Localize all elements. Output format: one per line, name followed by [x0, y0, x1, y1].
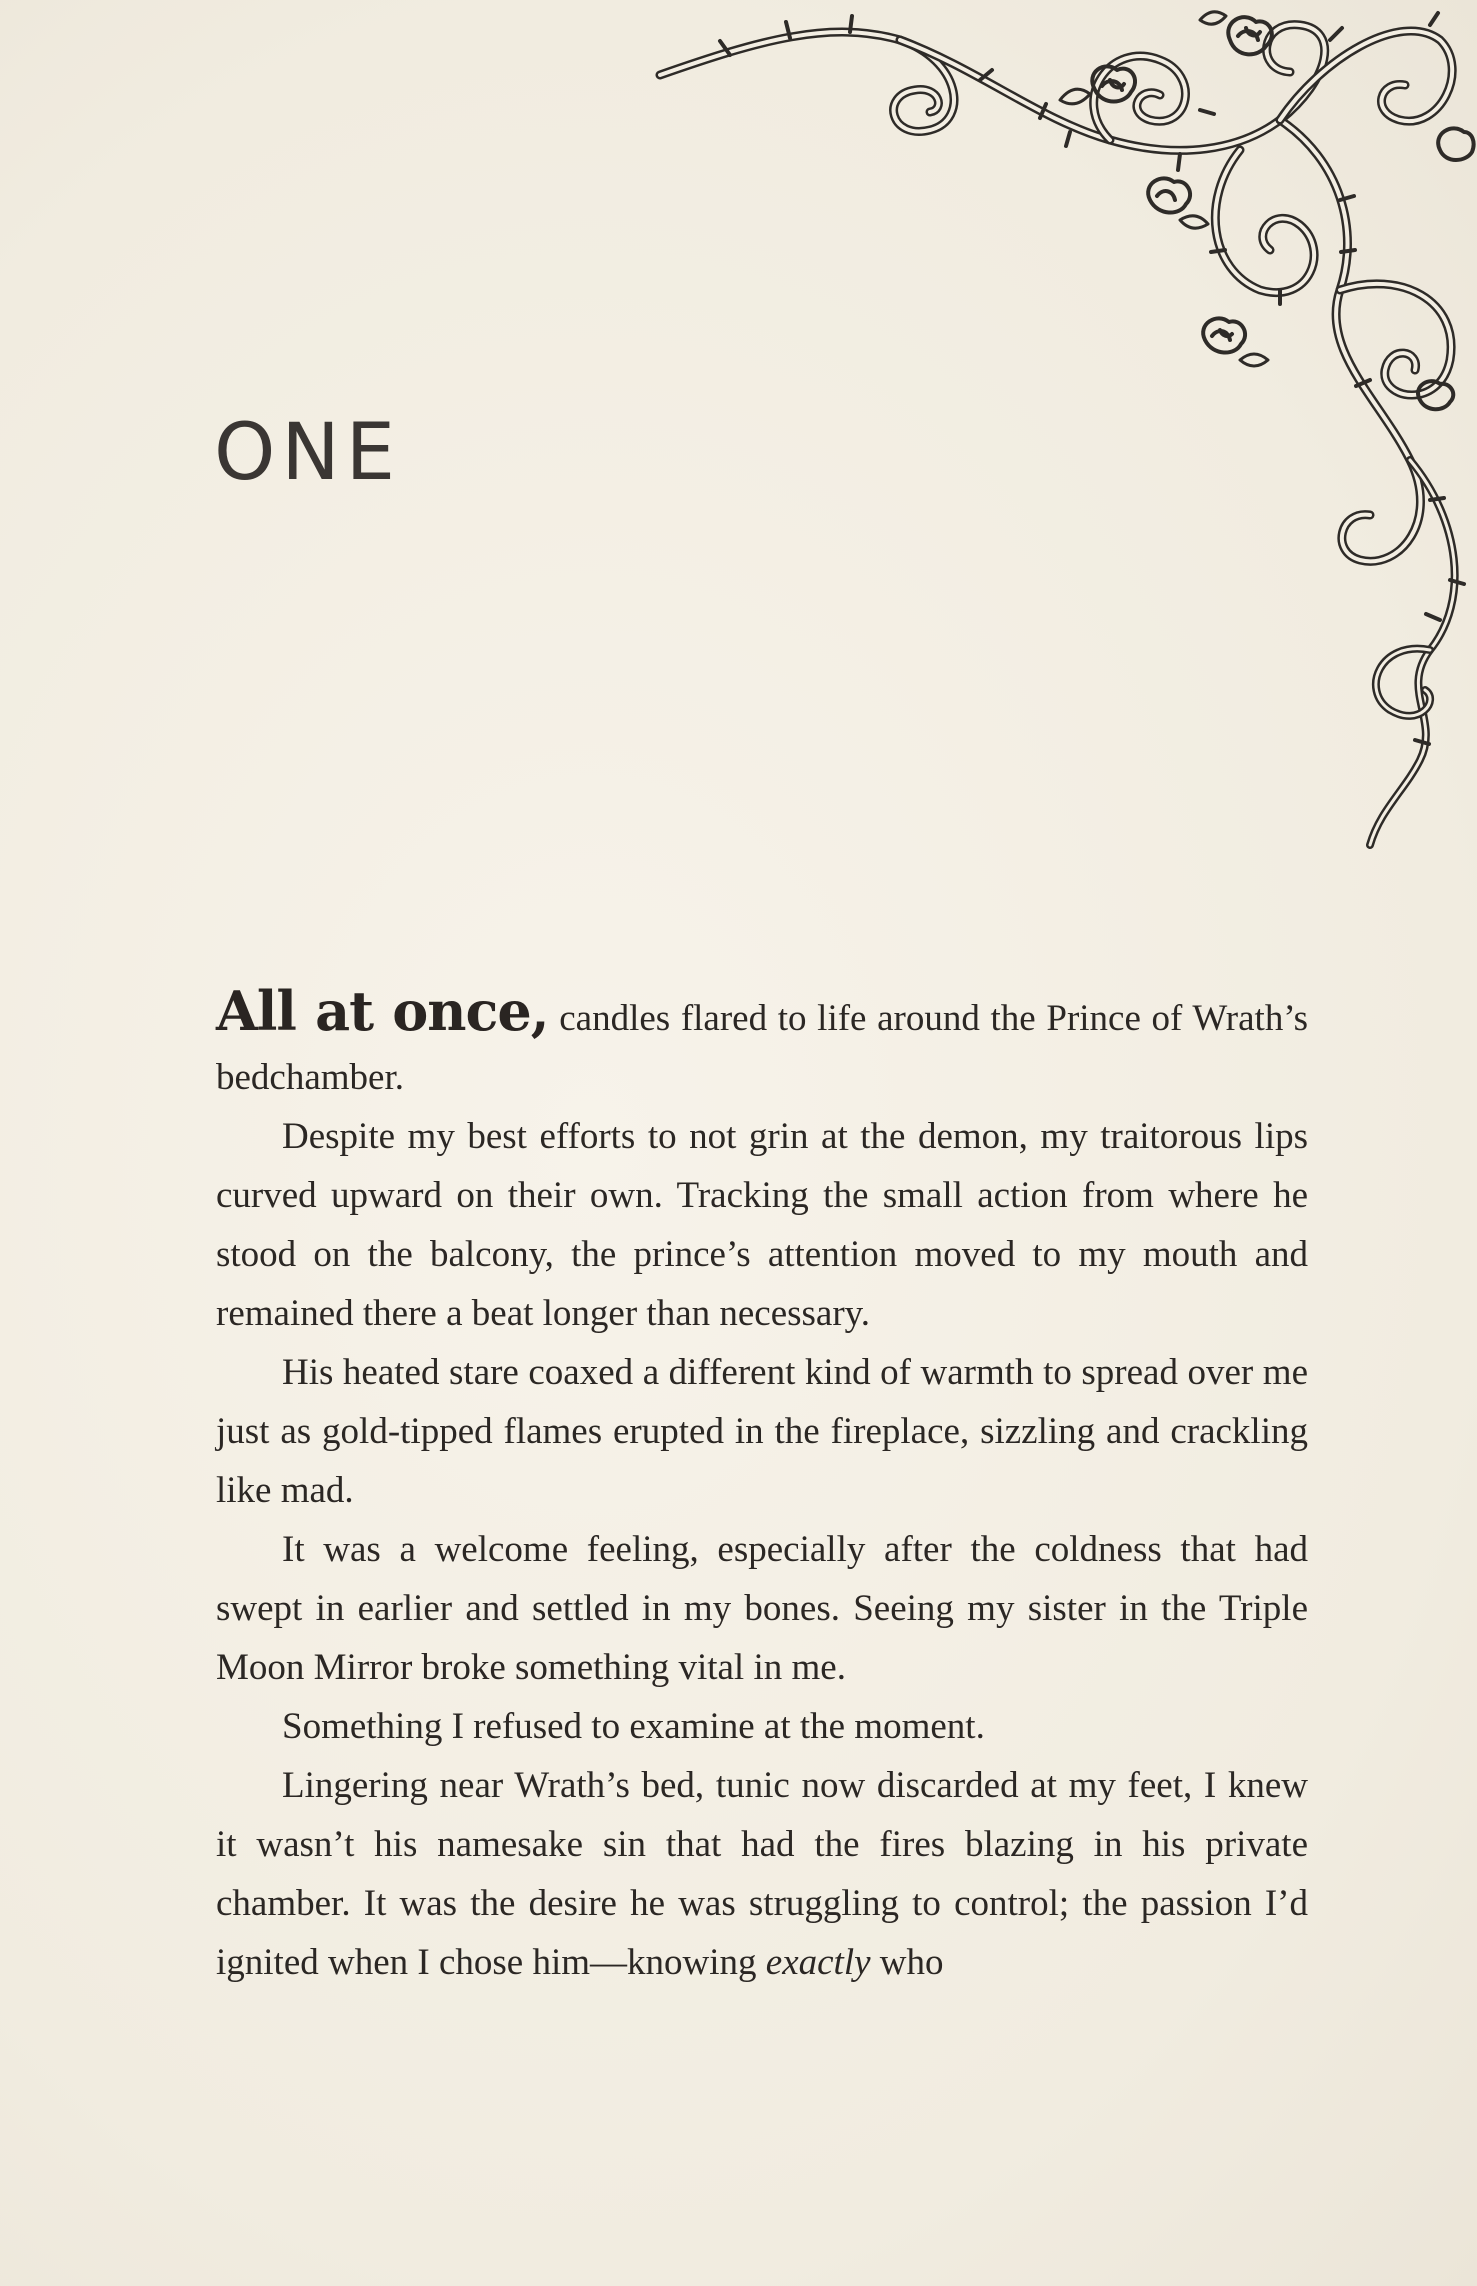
chapter-title: ONE: [214, 408, 402, 498]
paragraph-text: who: [870, 1942, 944, 1983]
opening-words: All at once,: [216, 979, 549, 1043]
paragraph: His heated stare coaxed a different kind of warmth to spread over me just as gold-tipped flames erupted in the fireplace, sizzling and crackling like mad.: [216, 1352, 1308, 1511]
paragraph-text: candles flared to life around the Prince of Wrath’s bedchamber.: [216, 998, 1308, 1098]
emphasized-word: exactly: [765, 1942, 871, 1983]
paragraph-text: Lingering near Wrath’s bed, tunic now discarded at my feet, I knew it wasn’t his namesake sin that had the fires blazing in his private chamber. It was the desire he was struggling to control; the passion I’d ignited when I chose him—knowing: [216, 1765, 1308, 1983]
paragraph: Something I refused to examine at the moment.: [282, 1706, 985, 1747]
thorny-rose-vine-icon: [640, 0, 1477, 850]
paragraph: It was a welcome feeling, especially after the coldness that had swept in earlier and settled in my bones. Seeing my sister in the Triple Moon Mirror broke something vital in me.: [216, 1529, 1308, 1688]
chapter-body: [216, 979, 1308, 1992]
paragraph: [216, 1756, 1308, 1992]
paragraph: Despite my best efforts to not grin at the demon, my traitorous lips curved upward on their own. Tracking the small action from where he stood on the balcony, the prince’s attention moved to my mouth and remained there a beat longer than necessary.: [216, 1116, 1308, 1334]
paragraph: [216, 979, 1308, 1107]
